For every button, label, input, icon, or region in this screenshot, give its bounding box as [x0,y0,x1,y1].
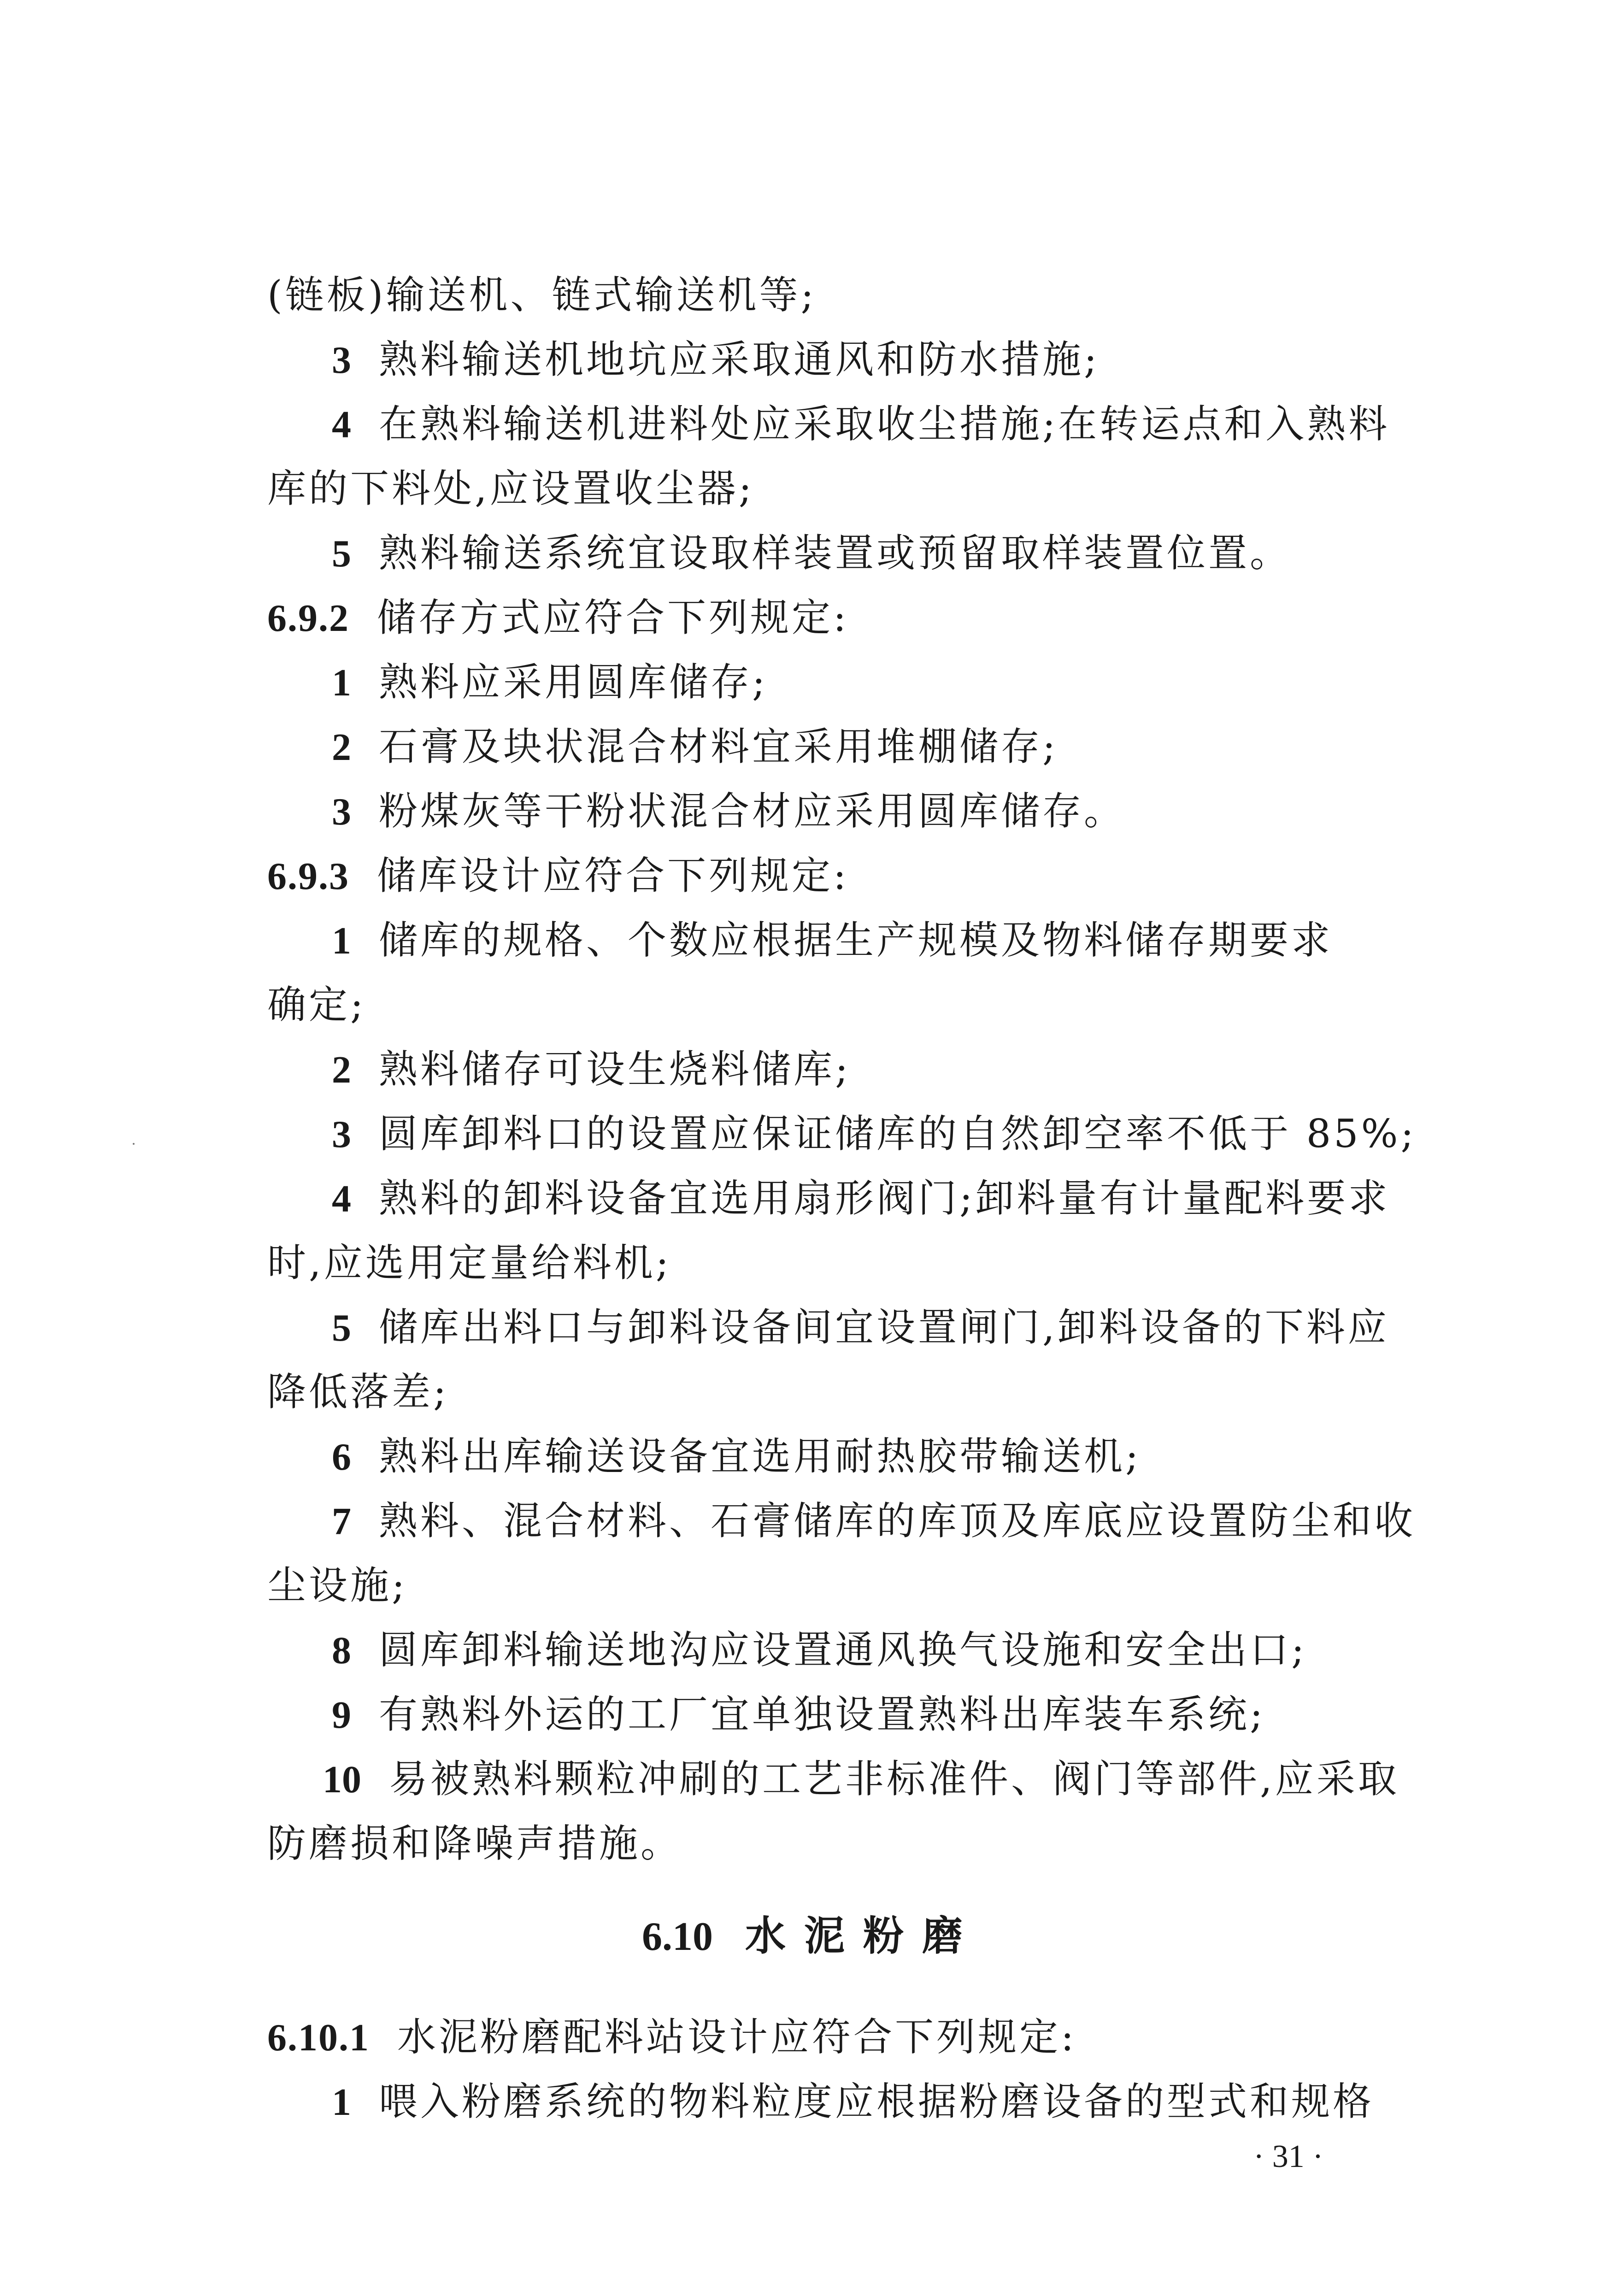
line-text: (链板)输送机、链式输送机等; [267,272,817,318]
item-number: 3 [332,339,351,382]
list-item [332,913,1333,968]
list-item [332,1106,1417,1161]
item-number: 1 [332,2081,351,2124]
line-text: 在熟料输送机进料处应采取收尘措施;在转运点和入熟料 [379,401,1390,447]
list-item [332,783,1125,839]
line-text: 储存方式应符合下列规定: [377,595,849,640]
item-number: 3 [332,1113,351,1156]
list-item [332,332,1100,387]
line-text: 石膏及块状混合材料宜采用堆棚储存; [379,724,1058,769]
text-line [267,977,366,1032]
list-item [332,654,768,710]
line-text: 确定; [267,982,366,1027]
line-text: 防磨损和降噪声措施。 [267,1821,682,1866]
list-item [332,1687,1265,1742]
clause-number: 6.9.2 [267,597,349,640]
item-number: 8 [332,1629,351,1672]
line-text: 熟料应采用圆库储存; [379,659,768,705]
clause-number: 6.9.3 [267,855,349,898]
item-number: 10 [323,1758,361,1801]
line-text: 圆库卸料输送地沟应设置通风换气设施和安全出口; [379,1627,1307,1672]
item-number: 6 [332,1436,351,1478]
text-line [267,267,817,323]
line-text: 熟料储存可设生烧料储库; [379,1047,851,1092]
item-number: 2 [332,726,351,769]
line-text: 熟料出库输送设备宜选用耐热胶带输送机; [379,1434,1141,1479]
line-text: 水泥粉磨配料站设计应符合下列规定: [397,2014,1077,2060]
line-text: 熟料、混合材料、石膏储库的库顶及库底应设置防尘和收 [379,1498,1416,1543]
clause [267,2009,1076,2065]
scan-speck [133,1143,135,1145]
section-number: 6.10 [641,1914,713,1959]
line-text: 储库设计应符合下列规定: [377,853,849,898]
text-line [267,1235,671,1290]
list-item [332,1493,1416,1548]
line-text: 降低落差; [267,1369,449,1414]
line-text: 熟料输送系统宜设取样装置或预留取样装置位置。 [379,530,1292,576]
item-number: 1 [332,661,351,704]
list-item [332,396,1390,452]
line-text: 库的下料处,应设置收尘器; [267,466,755,511]
item-number: 4 [332,403,351,446]
clause-number: 6.10.1 [267,2016,370,2059]
line-text: 熟料的卸料设备宜选用扇形阀门;卸料量有计量配料要求 [379,1176,1390,1221]
item-number: 2 [332,1048,351,1091]
line-text: 圆库卸料口的设置应保证储库的自然卸空率不低于 85%; [379,1111,1417,1156]
item-number: 5 [332,532,351,575]
clause [267,590,849,645]
list-item [332,1300,1389,1355]
item-number: 3 [332,790,351,833]
list-item [332,1622,1307,1678]
list-item [332,525,1291,581]
list-item [332,719,1058,774]
list-item [332,1429,1141,1484]
section-name: 水泥粉磨 [745,1912,981,1960]
section-heading [0,1908,1623,1963]
text-line [267,1558,407,1613]
list-item [332,2074,1374,2129]
item-number: 9 [332,1694,351,1737]
item-number: 5 [332,1307,351,1349]
text-line [267,1364,449,1419]
line-text: 有熟料外运的工厂宜单独设置熟料出库装车系统; [379,1692,1266,1737]
line-text: 粉煤灰等干粉状混合材应采用圆库储存。 [379,789,1126,834]
line-text: 易被熟料颗粒冲刷的工艺非标准件、阀门等部件,应采取 [389,1756,1400,1801]
item-number: 4 [332,1177,351,1220]
text-line [267,1816,682,1871]
list-item [332,1042,851,1097]
line-text: 喂入粉磨系统的物料粒度应根据粉磨设备的型式和规格 [379,2079,1375,2124]
page-number: · 31 · [1253,2139,1323,2174]
line-text: 熟料输送机地坑应采取通风和防水措施; [379,337,1100,382]
line-text: 储库出料口与卸料设备间宜设置闸门,卸料设备的下料应 [379,1305,1389,1350]
item-number: 7 [332,1500,351,1543]
line-text: 尘设施; [267,1563,408,1608]
list-item [323,1751,1400,1807]
text-line [267,461,754,516]
clause [267,848,849,903]
line-text: 储库的规格、个数应根据生产规模及物料储存期要求 [379,918,1333,963]
line-text: 时,应选用定量给料机; [267,1240,672,1285]
item-number: 1 [332,919,351,962]
list-item [332,1171,1390,1226]
